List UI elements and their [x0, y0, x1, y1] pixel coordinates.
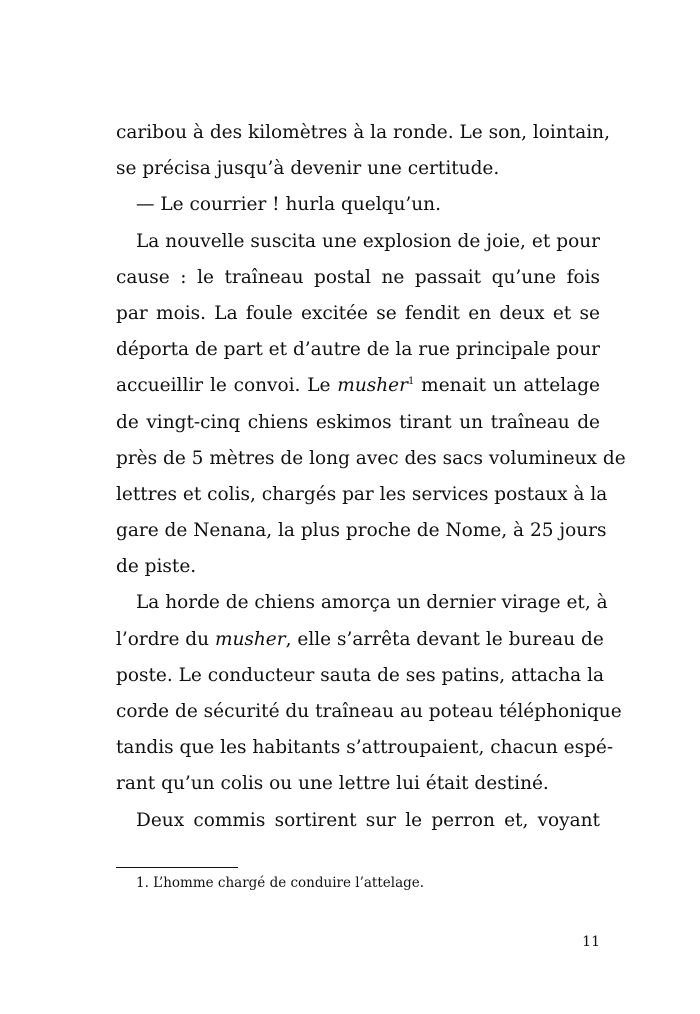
- text-segment: menait un attelage: [414, 375, 600, 397]
- text-line: poste. Le conducteur sauta de ses patins, attacha la: [116, 664, 605, 686]
- footnote: 1. L’homme chargé de conduire l’attelage.: [136, 875, 425, 891]
- text-line: lettres et colis, chargés par les services postaux à la: [116, 483, 608, 505]
- text-segment: , elle s’arrêta devant le bureau de: [285, 628, 604, 650]
- text-line: de vingt-cinq chiens eskimos tirant un traîneau de: [116, 411, 600, 433]
- body-text: [116, 115, 626, 839]
- text-line: cause : le traîneau postal ne passait qu’une fois: [116, 266, 600, 288]
- text-segment: accueillir le convoi. Le: [116, 375, 338, 397]
- dialogue-line: — Le courrier ! hurla quelqu’un.: [136, 194, 441, 216]
- text-line: La horde de chiens amorça un dernier virage et, à: [136, 592, 608, 614]
- text-line: corde de sécurité du traîneau au poteau téléphonique: [116, 701, 622, 722]
- page-number: 11: [582, 934, 600, 950]
- footnote-separator: [116, 867, 238, 868]
- italic-term: musher: [337, 375, 408, 397]
- text-line: de piste.: [116, 556, 197, 578]
- text-line: se précisa jusqu’à devenir une certitude.: [116, 158, 500, 180]
- text-line: [116, 368, 600, 404]
- text-line: caribou à des kilomètres à la ronde. Le son, lointain,: [116, 122, 610, 143]
- text-line: déporta de part et d’autre de la rue principale pour: [116, 339, 600, 361]
- text-line: par mois. La foule excitée se fendit en deux et se: [116, 302, 600, 324]
- text-line: [116, 622, 604, 658]
- text-line: gare de Nenana, la plus proche de Nome, à 25 jours: [116, 520, 607, 542]
- footnote-marker: 1: [407, 376, 415, 388]
- text-line: rant qu’un colis ou une lettre lui était destiné.: [116, 773, 549, 795]
- italic-term: musher: [214, 628, 286, 650]
- text-segment: l’ordre du: [116, 628, 215, 650]
- text-line: près de 5 mètres de long avec des sacs volumineux de: [116, 447, 626, 469]
- text-line: Deux commis sortirent sur le perron et, voyant: [136, 809, 600, 831]
- text-line: tandis que les habitants s’attroupaient, chacun espé-: [116, 737, 614, 759]
- text-line: La nouvelle suscita une explosion de joie, et pour: [136, 230, 600, 252]
